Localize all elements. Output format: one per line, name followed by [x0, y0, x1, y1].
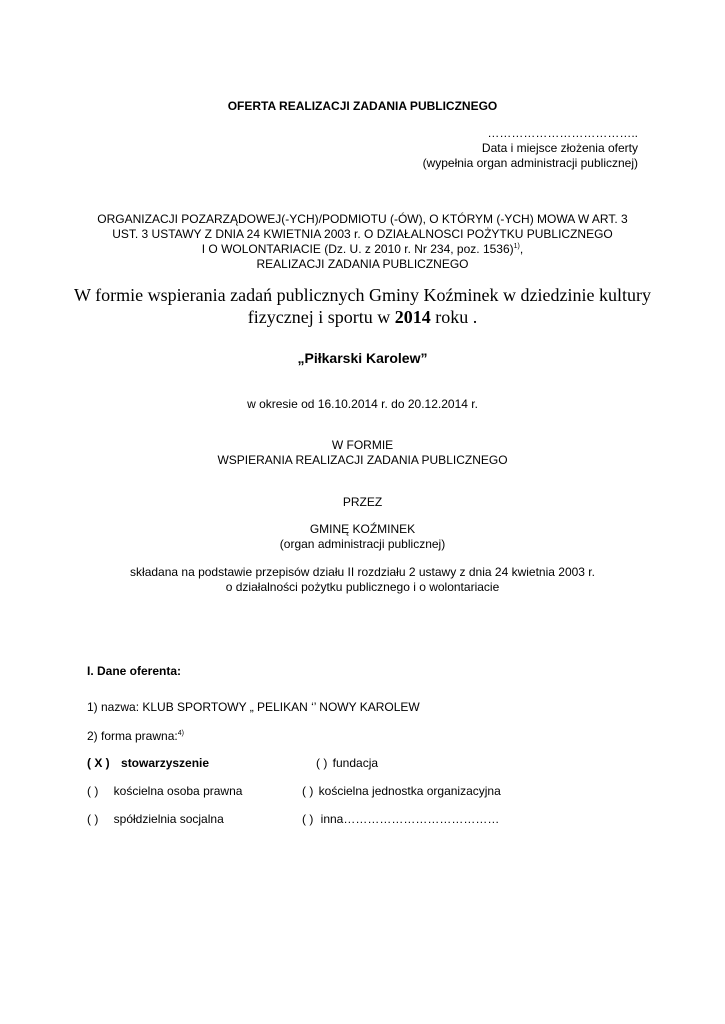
authority-note: (organ administracji publicznej) — [279, 537, 446, 551]
legal-form-option-spoldzielnia-socjalna[interactable] — [87, 812, 224, 826]
subtitle-line-2-end: roku . — [430, 307, 478, 327]
intro-block — [0, 212, 725, 272]
footnote-ref-1: 1) — [513, 243, 520, 250]
form-block — [0, 438, 725, 468]
date-note: (wypełnia organ administracji publicznej) — [422, 156, 638, 170]
intro-line-1: ORGANIZACJI POZARZĄDOWEJ(-YCH)/PODMIOTU (-ÓW), O KTÓRYM (-YCH) MOWA W ART. 3 — [97, 212, 628, 226]
section-1-heading: I. Dane oferenta: — [87, 664, 182, 678]
option-label: fundacja — [332, 756, 379, 770]
option-mark: ( ) — [302, 784, 314, 798]
option-label: spółdzielnia socjalna — [113, 812, 224, 826]
option-label: kościelna osoba prawna — [113, 784, 243, 798]
document-title: OFERTA REALIZACJI ZADANIA PUBLICZNEGO — [227, 99, 498, 113]
form-line-2: WSPIERANIA REALIZACJI ZADANIA PUBLICZNEGO — [217, 453, 508, 467]
intro-line-3-text: I O WOLONTARIACIE (Dz. U. z 2010 r. Nr 234, poz. 1536) — [201, 242, 514, 256]
period: w okresie od 16.10.2014 r. do 20.12.2014 r. — [247, 397, 478, 411]
option-mark: ( ) — [87, 812, 99, 826]
authority-block — [0, 522, 725, 552]
legal-form-option-fundacja[interactable] — [316, 756, 378, 770]
intro-line-3-comma: , — [519, 242, 524, 256]
przez-label: PRZEZ — [342, 495, 383, 509]
date-label: Data i miejsce złożenia oferty — [481, 141, 638, 155]
form-line-1: W FORMIE — [331, 438, 394, 452]
option-label: inna………………………………… — [320, 812, 500, 826]
option-mark: ( ) — [302, 812, 314, 826]
legal-basis-line-2: o działalności pożytku publicznego i o wolontariacie — [225, 580, 500, 594]
task-name: „Piłkarski Karolew” — [297, 350, 428, 366]
legal-form-option-koscielna-jednostka[interactable] — [302, 784, 501, 798]
option-mark: ( ) — [87, 784, 99, 798]
option-mark: ( X ) — [87, 756, 110, 770]
legal-basis-block — [0, 565, 725, 595]
legal-form-label — [87, 729, 184, 743]
legal-form-label-text: 2) forma prawna: — [87, 729, 178, 743]
option-label: stowarzyszenie — [121, 756, 210, 770]
legal-form-option-inna[interactable] — [302, 812, 499, 826]
subtitle-year: 2014 — [394, 307, 431, 327]
submission-date-block — [423, 126, 638, 171]
subtitle-line-1: W formie wspierania zadań publicznych Gminy Koźminek w dziedzinie kultury — [74, 285, 651, 305]
subtitle-block — [0, 284, 725, 328]
footnote-ref-4: 4) — [177, 730, 184, 737]
offeror-name-line: 1) nazwa: KLUB SPORTOWY „ PELIKAN ‘’ NOWY KAROLEW — [87, 700, 420, 714]
date-placeholder-line: ……………………………….. — [487, 126, 638, 140]
option-label: kościelna jednostka organizacyjna — [318, 784, 501, 798]
subtitle-line-2-start: fizycznej i sportu w — [247, 307, 395, 327]
intro-line-3 — [0, 242, 725, 257]
legal-basis-line-1: składana na podstawie przepisów działu II rozdziału 2 ustawy z dnia 24 kwietnia 2003 r. — [130, 565, 595, 579]
intro-line-4: REALIZACJI ZADANIA PUBLICZNEGO — [256, 257, 469, 271]
intro-line-2: UST. 3 USTAWY Z DNIA 24 KWIETNIA 2003 r. O DZIAŁALNOSCI POŻYTKU PUBLICZNEGO — [112, 227, 613, 241]
legal-form-option-koscielna-osoba-prawna[interactable] — [87, 784, 242, 798]
option-mark: ( ) — [316, 756, 328, 770]
legal-form-option-stowarzyszenie[interactable] — [87, 756, 209, 770]
authority-name: GMINĘ KOŹMINEK — [309, 522, 416, 536]
subtitle-line-2 — [0, 306, 725, 328]
